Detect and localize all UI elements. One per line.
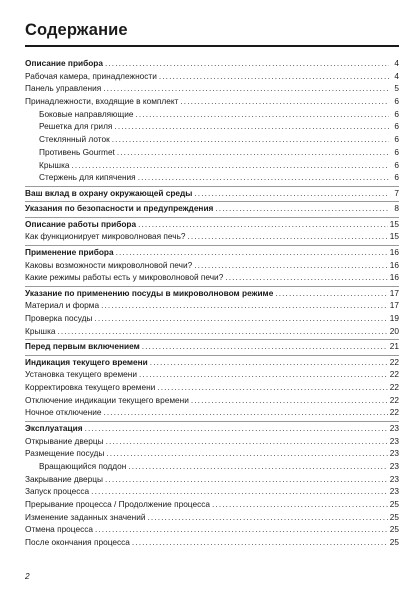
toc-section-entry[interactable] (25, 217, 399, 231)
toc-entry-label: Установка текущего времени (25, 369, 137, 380)
toc-section-entry[interactable] (25, 421, 399, 435)
dot-leader (139, 368, 388, 381)
toc-entry-label: Рабочая камера, принадлежности (25, 70, 157, 81)
dot-leader (215, 202, 389, 215)
toc-entry[interactable] (25, 325, 399, 338)
dot-leader (128, 460, 387, 473)
toc-entry[interactable] (25, 368, 399, 381)
toc-entry[interactable] (25, 312, 399, 325)
title-underline (25, 45, 399, 47)
toc-entry-page: 22 (389, 394, 399, 405)
toc-entry-label: Вращающийся поддон (39, 461, 127, 471)
dot-leader (150, 356, 388, 369)
toc-entry-page: 23 (389, 448, 399, 459)
toc-entry[interactable] (25, 95, 399, 108)
dot-leader (191, 394, 388, 407)
toc-entry-page: 22 (389, 382, 399, 393)
toc-entry-page: 23 (389, 422, 399, 433)
dot-leader (72, 159, 390, 172)
toc-entry-page: 17 (389, 300, 399, 311)
toc-entry-label: Стеклянный лоток (39, 134, 110, 145)
toc-entry-page: 16 (389, 259, 399, 270)
toc-entry[interactable] (25, 485, 399, 498)
toc-entry-label: Материал и форма (25, 300, 100, 311)
toc-entry-label: Ваш вклад в охрану окружающей среды (25, 187, 193, 198)
toc-entry-page: 25 (389, 511, 399, 522)
toc-entry[interactable] (25, 133, 399, 146)
toc-section-entry[interactable] (25, 355, 399, 369)
dot-leader (103, 406, 387, 419)
toc-entry[interactable] (25, 259, 399, 272)
toc-entry-page: 25 (389, 537, 399, 548)
toc-entry-page: 25 (389, 499, 399, 510)
dot-leader (106, 447, 387, 460)
toc-entry-page: 6 (394, 96, 399, 107)
toc-entry[interactable] (25, 435, 399, 448)
toc-entry[interactable] (25, 394, 399, 407)
dot-leader (194, 259, 388, 272)
toc-entry[interactable] (25, 120, 399, 133)
toc-entry-page: 7 (394, 187, 399, 198)
dot-leader (132, 536, 388, 549)
toc-entry-page: 16 (389, 246, 399, 257)
toc-section-entry[interactable] (25, 245, 399, 259)
toc-entry-label: Указание по применению посуды в микроволновом режиме (25, 287, 274, 298)
toc-entry[interactable] (25, 171, 399, 184)
toc-entry-label: Противень Gourmet (39, 146, 115, 157)
toc-entry-page: 16 (389, 272, 399, 283)
toc-entry-label: После окончания процесса (25, 537, 130, 548)
dot-leader (159, 70, 389, 83)
toc-entry-label: Как функционирует микроволновая печь? (25, 231, 186, 242)
page-title: Содержание (25, 21, 128, 39)
toc-entry-label: Запуск процесса (25, 486, 90, 497)
toc-entry-page: 25 (389, 524, 399, 535)
table-of-contents (25, 57, 399, 549)
toc-entry[interactable] (25, 460, 399, 473)
dot-leader (142, 340, 388, 353)
toc-entry-page: 19 (389, 313, 399, 324)
dot-leader (188, 230, 388, 243)
toc-entry[interactable] (25, 498, 399, 511)
page-number: 2 (25, 571, 30, 581)
toc-entry[interactable] (25, 108, 399, 121)
toc-entry[interactable] (25, 159, 399, 172)
toc-entry-label: Описание работы прибора (25, 218, 137, 229)
toc-entry-label: Изменение заданных значений (25, 511, 146, 522)
dot-leader (116, 246, 388, 259)
toc-entry-label: Прерывание процесса / Продолжение процесса (25, 499, 210, 510)
toc-entry-page: 15 (389, 218, 399, 229)
toc-entry[interactable] (25, 146, 399, 159)
toc-entry-label: Крышка (39, 159, 70, 170)
dot-leader (194, 187, 389, 200)
dot-leader (275, 287, 387, 300)
toc-entry-page: 15 (389, 231, 399, 242)
toc-entry[interactable] (25, 511, 399, 524)
toc-entry[interactable] (25, 230, 399, 243)
toc-entry-label: Отмена процесса (25, 524, 93, 535)
toc-entry-page: 4 (394, 58, 399, 68)
dot-leader (106, 435, 388, 448)
toc-entry-page: 6 (394, 108, 399, 119)
toc-entry-page: 4 (394, 70, 399, 81)
toc-entry-label: Эксплуатация (25, 422, 83, 433)
toc-entry[interactable] (25, 447, 399, 460)
toc-entry-label: Панель управления (25, 83, 102, 94)
toc-entry-label: Описание прибора (25, 58, 103, 68)
toc-section-entry[interactable] (25, 339, 399, 353)
toc-entry-page: 23 (389, 435, 399, 446)
toc-entry-page: 22 (389, 407, 399, 418)
toc-entry-label: Индикация текущего времени (25, 356, 148, 367)
toc-entry[interactable] (25, 523, 399, 536)
dot-leader (91, 485, 388, 498)
dot-leader (225, 271, 387, 284)
dot-leader (135, 108, 389, 121)
dot-leader (138, 218, 388, 231)
toc-entry-label: Проверка посуды (25, 313, 93, 324)
dot-leader (117, 146, 389, 159)
toc-entry-label: Перед первым включением (25, 341, 140, 352)
toc-entry-page: 20 (389, 325, 399, 336)
toc-entry[interactable] (25, 299, 399, 312)
toc-entry-label: Каковы возможности микроволновой печи? (25, 259, 193, 270)
dot-leader (85, 422, 388, 435)
toc-entry[interactable] (25, 473, 399, 486)
toc-entry[interactable] (25, 70, 399, 83)
toc-entry-page: 5 (394, 83, 399, 94)
dot-leader (105, 473, 388, 486)
toc-entry-page: 17 (389, 287, 399, 298)
toc-entry[interactable] (25, 82, 399, 95)
toc-entry-label: Ночное отключение (25, 407, 102, 418)
toc-entry-page: 23 (389, 473, 399, 484)
toc-entry[interactable] (25, 536, 399, 549)
dot-leader (157, 381, 387, 394)
toc-section-entry[interactable] (25, 57, 399, 70)
toc-entry-label: Решетка для гриля (39, 121, 113, 132)
dot-leader (112, 133, 389, 146)
toc-entry[interactable] (25, 271, 399, 284)
toc-entry-page: 22 (389, 369, 399, 380)
toc-entry[interactable] (25, 406, 399, 419)
toc-entry-label: Указания по безопасности и предупреждения (25, 203, 214, 214)
toc-entry-page: 8 (394, 203, 399, 214)
toc-entry-label: Корректировка текущего времени (25, 382, 156, 393)
dot-leader (103, 82, 389, 95)
toc-section-entry[interactable] (25, 286, 399, 300)
dot-leader (147, 511, 387, 524)
dot-leader (58, 325, 388, 338)
toc-entry-page: 6 (394, 159, 399, 170)
toc-entry-page: 23 (389, 486, 399, 497)
toc-entry[interactable] (25, 381, 399, 394)
toc-section-entry[interactable] (25, 201, 399, 215)
toc-entry-label: Закрывание дверцы (25, 473, 103, 484)
toc-entry-label: Какие режимы работы есть у микроволновой печи? (25, 272, 224, 283)
toc-entry-page: 22 (389, 356, 399, 367)
dot-leader (180, 95, 389, 108)
dot-leader (95, 523, 388, 536)
toc-entry-label: Размещение посуды (25, 448, 105, 459)
toc-entry-label: Отключение индикации текущего времени (25, 394, 189, 405)
dot-leader (105, 57, 389, 70)
toc-entry-label: Крышка (25, 325, 56, 336)
toc-entry-label: Боковые направляющие (39, 108, 134, 119)
toc-entry-page: 23 (389, 461, 399, 471)
dot-leader (101, 299, 388, 312)
dot-leader (138, 171, 389, 184)
toc-entry-page: 6 (394, 172, 399, 183)
toc-entry-page: 6 (394, 146, 399, 157)
toc-section-entry[interactable] (25, 186, 399, 200)
dot-leader (212, 498, 388, 511)
toc-entry-page: 6 (394, 134, 399, 145)
dot-leader (94, 312, 387, 325)
toc-entry-label: Принадлежности, входящие в комплект (25, 96, 179, 107)
dot-leader (114, 120, 389, 133)
toc-entry-page: 6 (394, 121, 399, 132)
toc-entry-label: Стержень для кипячения (39, 172, 136, 183)
toc-entry-label: Открывание дверцы (25, 435, 104, 446)
toc-entry-label: Применение прибора (25, 246, 114, 257)
toc-entry-page: 21 (389, 341, 399, 352)
